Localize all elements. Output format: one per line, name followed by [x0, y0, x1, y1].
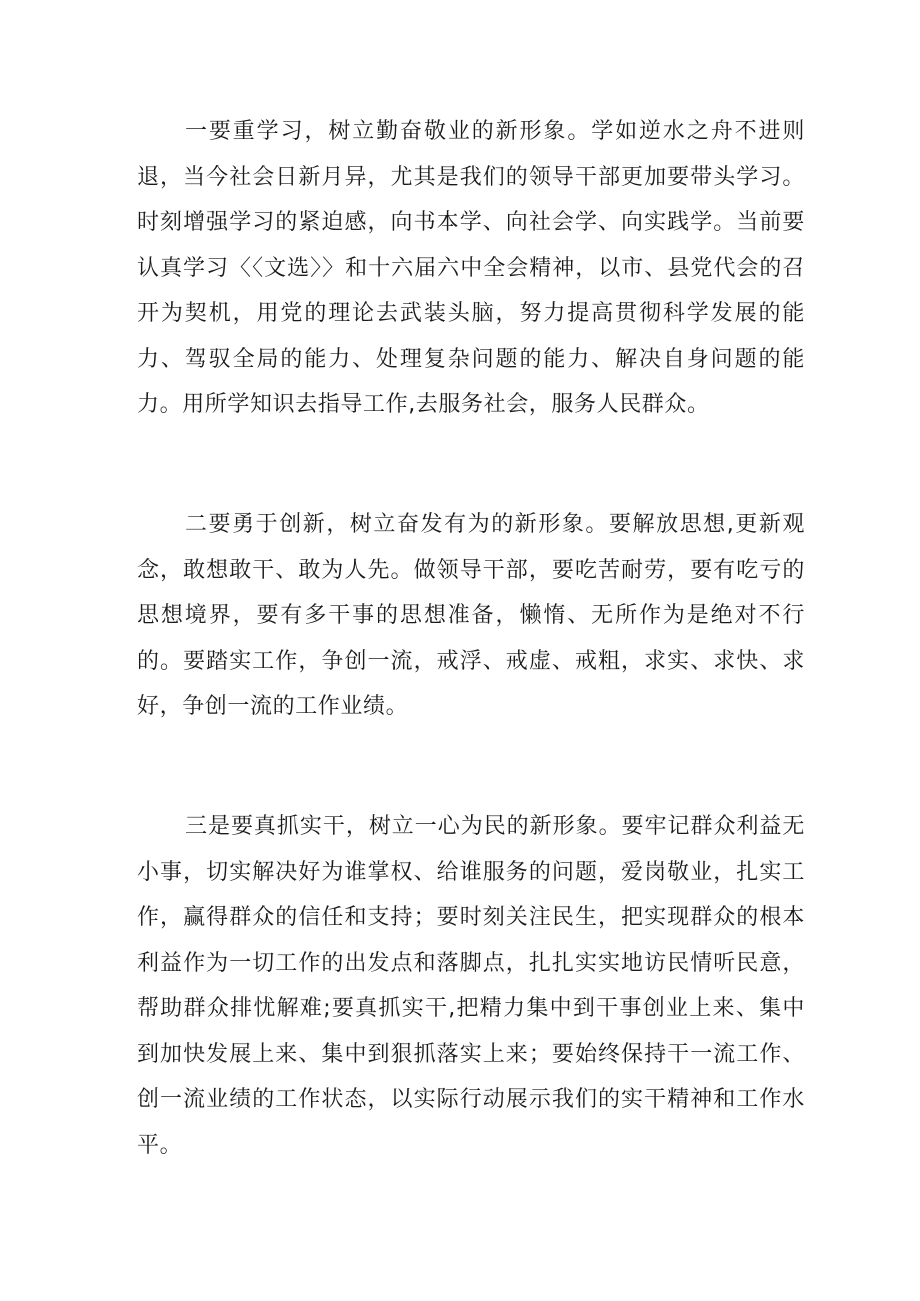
paragraph-study: 一要重学习，树立勤奋敬业的新形象。学如逆水之舟不进则退，当今社会日新月异，尤其是我们的领导干部更加要带头学习。时刻增强学习的紧迫感，向书本学、向社会学、向实践学。当前要认真学习〈〈文选〉〉和十六届六中全会精神，以市、县党代会的召开为契机，用党的理论去武装头脑，努力提高贯彻科学发展的能力、驾驭全局的能力、处理复杂问题的能力、解决自身问题的能力。用所学知识去指导工作,去服务社会，服务人民群众。	[137, 119, 805, 417]
paragraph-innovation: 二要勇于创新，树立奋发有为的新形象。要解放思想,更新观念，敢想敢干、敢为人先。做领导干部，要吃苦耐劳，要有吃亏的思想境界，要有多干事的思想准备，懒惰、无所作为是绝对不行的。要踏实工作，争创一流，戒浮、戒虚、戒粗，求实、求快、求好，争创一流的工作业绩。	[137, 512, 805, 719]
paragraph-practical-work: 三是要真抓实干，树立一心为民的新形象。要牢记群众利益无小事，切实解决好为谁掌权、给谁服务的问题，爱岗敬业，扎实工作，赢得群众的信任和支持；要时刻关注民生，把实现群众的根本利益作为一切工作的出发点和落脚点，扎扎实实地访民情听民意，帮助群众排忧解难;要真抓实干,把精力集中到干事创业上来、集中到加快发展上来、集中到狠抓落实上来；要始终保持干一流工作、创一流业绩的工作状态，以实际行动展示我们的实干精神和工作水平。	[137, 814, 805, 1158]
